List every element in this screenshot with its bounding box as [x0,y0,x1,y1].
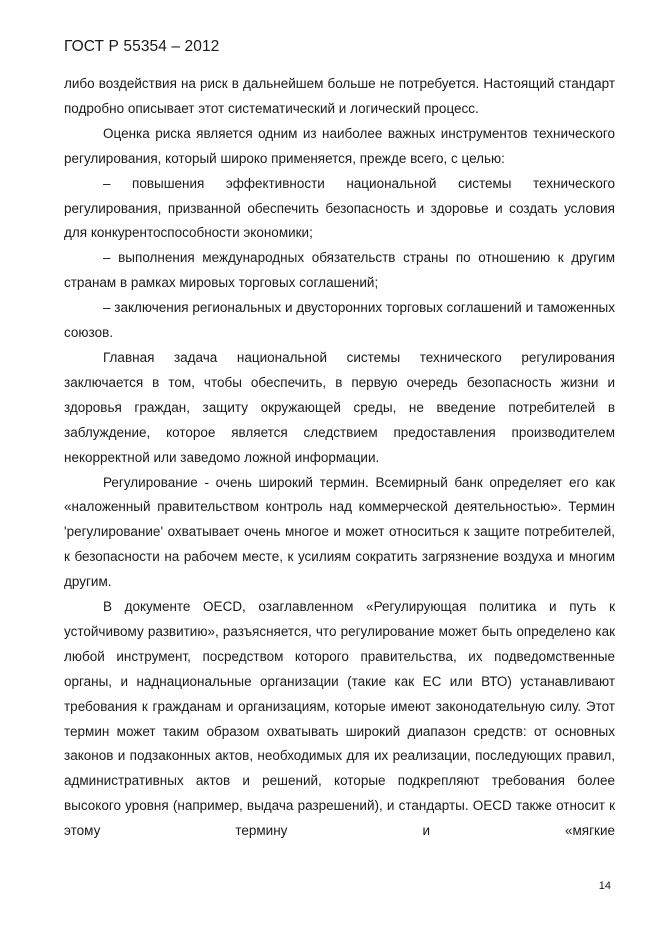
paragraph-oecd: В документе OECD, озаглавленном «Регулирующая политика и путь к устойчивому развитию», разъясняется, что регулирование может быть определено как любой инструмент, посредством которого правительства, их подведомственные органы, и наднациональные организации (такие как ЕС или ВТО) устанавливают требования к гражданам и организациям, которые имеют законодательную силу. Этот термин может таким образом охватывать широкий диапазон средств: от основных законов и подзаконных актов, необходимых для их реализации, последующих правил, административных актов и решений, которые подкрепляют требования более высокого уровня (например, выдача разрешений), и стандарты. OECD также относит к этому термину и «мягкие [64,599,615,839]
standard-code-header: ГОСТ Р 55354 – 2012 [64,38,220,55]
page-number: 14 [598,880,611,892]
paragraph-continuation: либо воздействия на риск в дальнейшем больше не потребуется. Настоящий стандарт подробно описывает этот систематический и логический процесс. [64,76,615,116]
paragraph-main-task: Главная задача национальной системы технического регулирования заключается в том, чтобы обеспечить, в первую очередь безопасность жизни и здоровья граждан, защиту окружающей среды, не введение потребителей в заблуждение, которое является следствием предоставления производителем некорректной или заведомо ложной информации. [64,349,615,465]
list-item-agreements: – заключения региональных и двусторонних торговых соглашений и таможенных союзов. [64,300,615,341]
document-body [64,72,615,844]
paragraph-regulation-term: Регулирование - очень широкий термин. Всемирный банк определяет его как «наложенный правительством контроль над коммерческой деятельностью». Термин 'регулирование' охватывает очень многое и может относиться к защите потребителей, к безопасности на рабочем месте, к усилиям сократить загрязнение воздуха и многим другим. [64,474,615,590]
list-item-efficiency: – повышения эффективности национальной системы технического регулирования, призванной обеспечить безопасность и здоровье и создать условия для конкурентоспособности экономики; [64,175,615,241]
list-item-obligations: – выполнения международных обязательств страны по отношению к другим странам в рамках мировых торговых соглашений; [64,250,615,291]
paragraph-risk-assessment: Оценка риска является одним из наиболее важных инструментов технического регулирования, который широко применяется, прежде всего, с целью: [64,125,615,166]
